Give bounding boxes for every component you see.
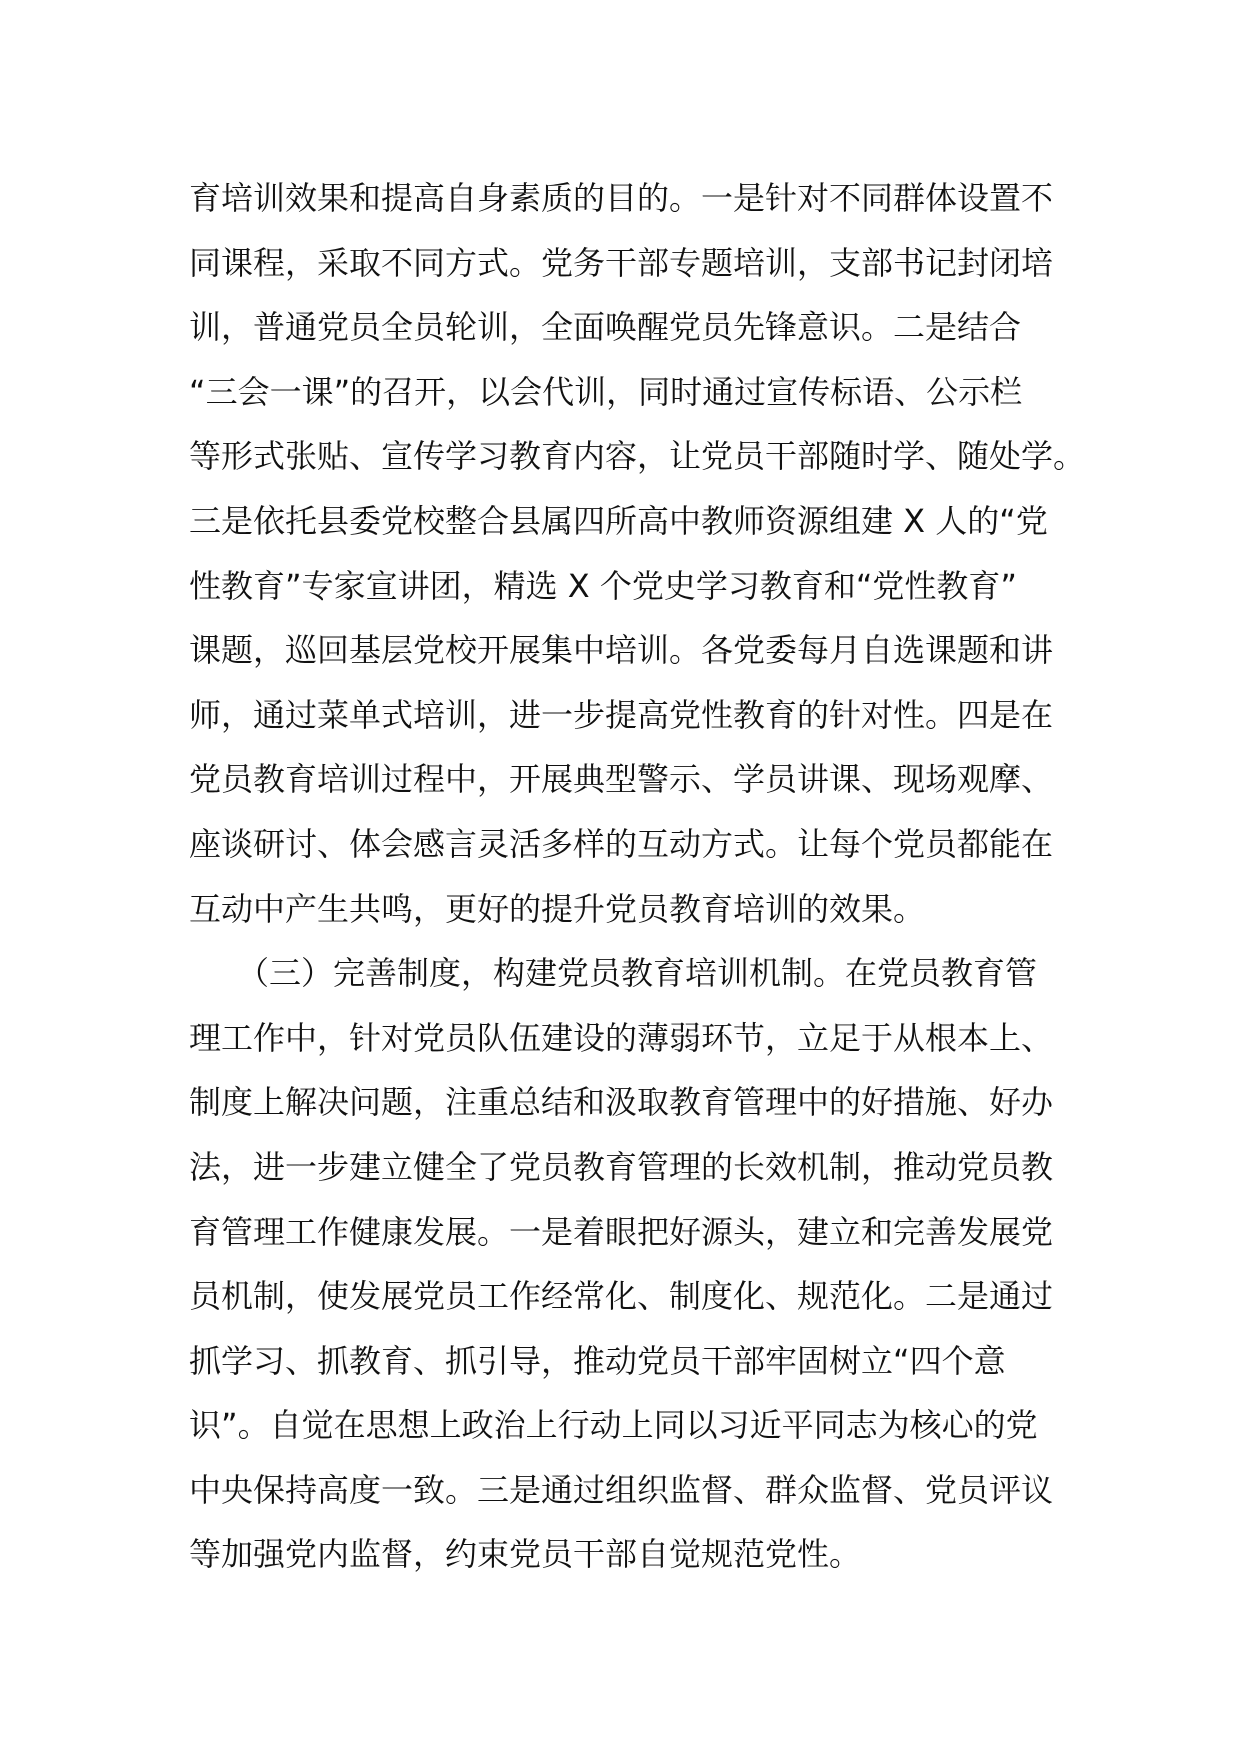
text-line: 同课程，采取不同方式。党务干部专题培训，支部书记封闭培: [189, 243, 1054, 282]
text-line: 性教育”专家宣讲团，精选 X 个党史学习教育和“党性教育”: [189, 566, 1018, 605]
text-line: 座谈研讨、体会感言灵活多样的互动方式。让每个党员都能在: [189, 824, 1054, 863]
body-text: [189, 166, 1086, 1587]
text-line: 育培训效果和提高自身素质的目的。一是针对不同群体设置不: [189, 179, 1054, 217]
text-line: （三）完善制度，构建党员教育培训机制。在党员教育管: [189, 954, 1038, 993]
text-line: 训，普通党员全员轮训，全面唤醒党员先锋意识。二是结合: [189, 308, 1022, 347]
text-line: 理工作中，针对党员队伍建设的薄弱环节，立足于从根本上、: [189, 1018, 1054, 1057]
text-line: 等形式张贴、宣传学习教育内容，让党员干部随时学、随处学。: [189, 437, 1086, 476]
text-line: 法，进一步建立健全了党员教育管理的长效机制，推动党员教: [189, 1147, 1054, 1186]
text-line: 三是依托县委党校整合县属四所高中教师资源组建 X 人的“党: [189, 501, 1048, 540]
text-line: 师，通过菜单式培训，进一步提高党性教育的针对性。四是在: [189, 695, 1054, 734]
text-line: 育管理工作健康发展。一是着眼把好源头，建立和完善发展党: [189, 1212, 1054, 1251]
text-line: 中央保持高度一致。三是通过组织监督、群众监督、党员评议: [189, 1470, 1054, 1509]
text-line: 课题，巡回基层党校开展集中培训。各党委每月自选课题和讲: [189, 631, 1054, 670]
text-line: “三会一课”的召开，以会代训，同时通过宣传标语、公示栏: [189, 372, 1023, 411]
text-line: 识”。自觉在思想上政治上行动上同以习近平同志为核心的党: [189, 1406, 1038, 1445]
text-line: 党员教育培训过程中，开展典型警示、学员讲课、现场观摩、: [189, 760, 1054, 799]
text-line: 抓学习、抓教育、抓引导，推动党员干部牢固树立“四个意: [189, 1341, 1006, 1380]
text-line: 员机制，使发展党员工作经常化、制度化、规范化。二是通过: [189, 1277, 1054, 1316]
text-line: 等加强党内监督，约束党员干部自觉规范党性。: [189, 1535, 862, 1574]
text-line: 互动中产生共鸣，更好的提升党员教育培训的效果。: [189, 889, 926, 928]
text-line: 制度上解决问题，注重总结和汲取教育管理中的好措施、好办: [189, 1083, 1054, 1122]
